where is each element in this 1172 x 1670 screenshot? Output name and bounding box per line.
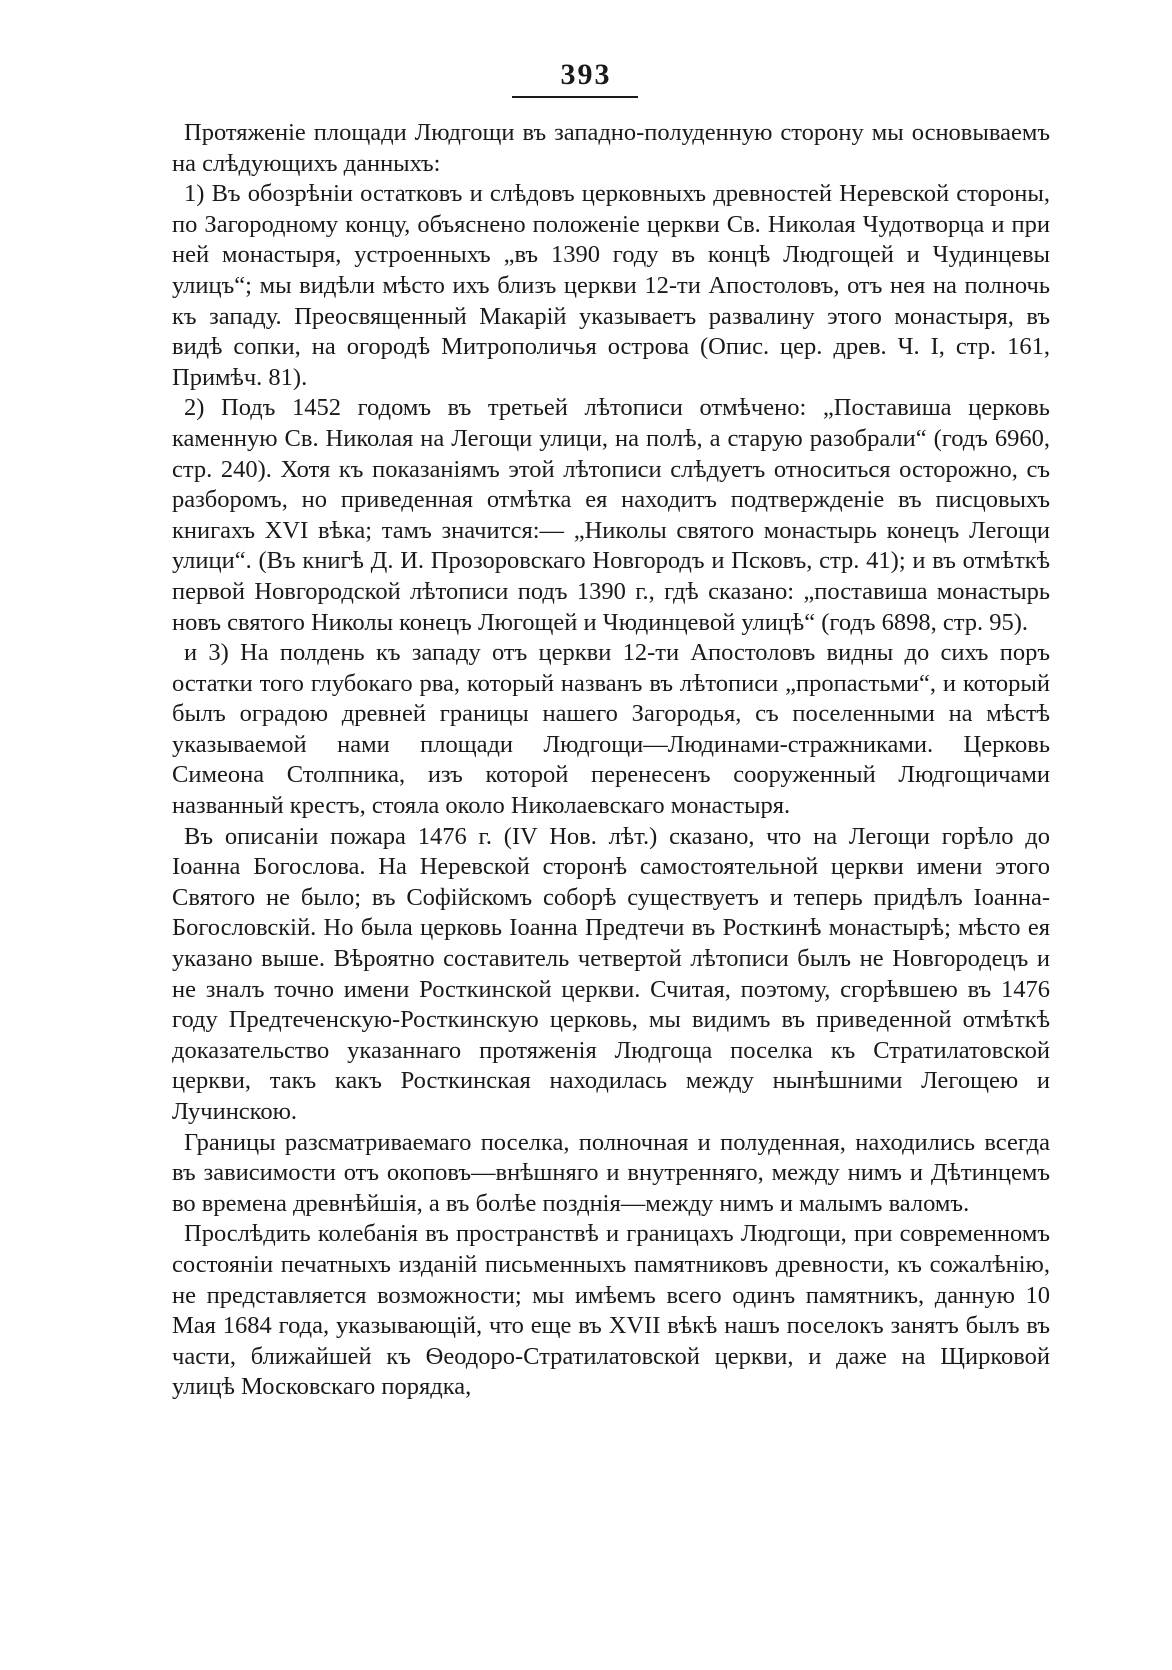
paragraph-boundaries: Границы разсматриваемаго поселка, полночная и полуденная, находились всегда въ зависимости отъ окоповъ—внѣшняго и внутренняго, между нимъ и Дѣтинцемъ во времена древнѣйшія, а въ болѣе позднія—между нимъ и малымъ валомъ.: [172, 1128, 1050, 1217]
paragraph-point-3: и 3) На полдень къ западу отъ церкви 12-ти Апостоловъ видны до сихъ поръ остатки того глубокаго рва, который названъ въ лѣтописи „пропастьми“, и который былъ оградою древней границы нашего Загородья, съ поселенными на мѣстѣ указываемой нами площади Людгощи—Людинами-стражниками. Церковь Симеона Столпника, изъ которой перенесенъ сооруженный Людгощичами названный крестъ, стояла около Николаевскаго монастыря.: [172, 639, 1050, 820]
paragraph-point-2: 2) Подъ 1452 годомъ въ третьей лѣтописи отмѣчено: „Поставиша церковь каменную Св. Николая на Легощи улици, на полѣ, а старую разобрали“ (годъ 6960, стр. 240). Хотя къ показаніямъ этой лѣтописи слѣдуетъ относиться осторожно, съ разборомъ, но приведенная отмѣтка ея находитъ подтвержденіе въ писцовыхъ книгахъ XVI вѣка; тамъ значится:— „Николы святого монастырь конецъ Легощи улици“. (Въ книгѣ Д. И. Прозоровскаго Новгородъ и Псковъ, стр. 41); и въ отмѣткѣ первой Новгородской лѣтописи подъ 1390 г., гдѣ сказано: „поставиша монастырь новъ святого Николы конецъ Люгощей и Чюдинцевой улицѣ“ (годъ 6898, стр. 95).: [172, 394, 1050, 636]
paragraph-point-1: 1) Въ обозрѣніи остатковъ и слѣдовъ церковныхъ древностей Неревской стороны, по Загородному концу, объяснено положеніе церкви Св. Николая Чудотворца и при ней монастыря, устроенныхъ „въ 1390 году въ концѣ Людгощей и Чудинцевы улицъ“; мы видѣли мѣсто ихъ близъ церкви 12-ти Апостоловъ, отъ нея на полночь къ западу. Преосвященный Макарій указываетъ развалину этого монастыря, въ видѣ сопки, на огородѣ Митрополичья острова (Опис. цер. древ. Ч. I, стр. 161, Примѣч. 81).: [172, 180, 1050, 391]
page-number-rule: [512, 96, 638, 98]
paragraph-fire-1476: Въ описаніи пожара 1476 г. (IV Нов. лѣт.) сказано, что на Легощи горѣло до Іоанна Богослова. На Неревской сторонѣ самостоятельной церкви имени этого Святого не было; въ Софійскомъ соборѣ существуетъ и теперь придѣлъ Іоанна-Богословскій. Но была церковь Іоанна Предтечи въ Росткинѣ монастырѣ; мѣсто ея указано выше. Вѣроятно составитель четвертой лѣтописи былъ не Новгородецъ и не зналъ точно имени Росткинской церкви. Считая, поэтому, сгорѣвшею въ 1476 году Предтеченскую-Росткинскую церковь, мы видимъ въ приведенной отмѣткѣ доказательство указаннаго протяженія Людгоща поселка къ Стратилатовской церкви, такъ какъ Росткинская находилась между нынѣшними Легощею и Лучинскою.: [172, 822, 1050, 1125]
body-text: [172, 118, 1050, 1403]
paragraph-intro: Протяженіе площади Людгощи въ западно-полуденную сторону мы основываемъ на слѣдующихъ данныхъ:: [172, 119, 1050, 177]
paragraph-charter-1684: Прослѣдить колебанія въ пространствѣ и границахъ Людгощи, при современномъ состояніи печатныхъ изданій письменныхъ памятниковъ древности, къ сожалѣнію, не представляется возможности; мы имѣемъ всего одинъ памятникъ, данную 10 Мая 1684 года, указывающій, что еще въ XVII вѣкѣ нашъ поселокъ занятъ былъ въ части, ближайшей къ Ѳеодоро-Стратилатовской церкви, и даже на Щирковой улицѣ Московскаго порядка,: [172, 1220, 1050, 1401]
page-number: 393: [560, 58, 612, 91]
